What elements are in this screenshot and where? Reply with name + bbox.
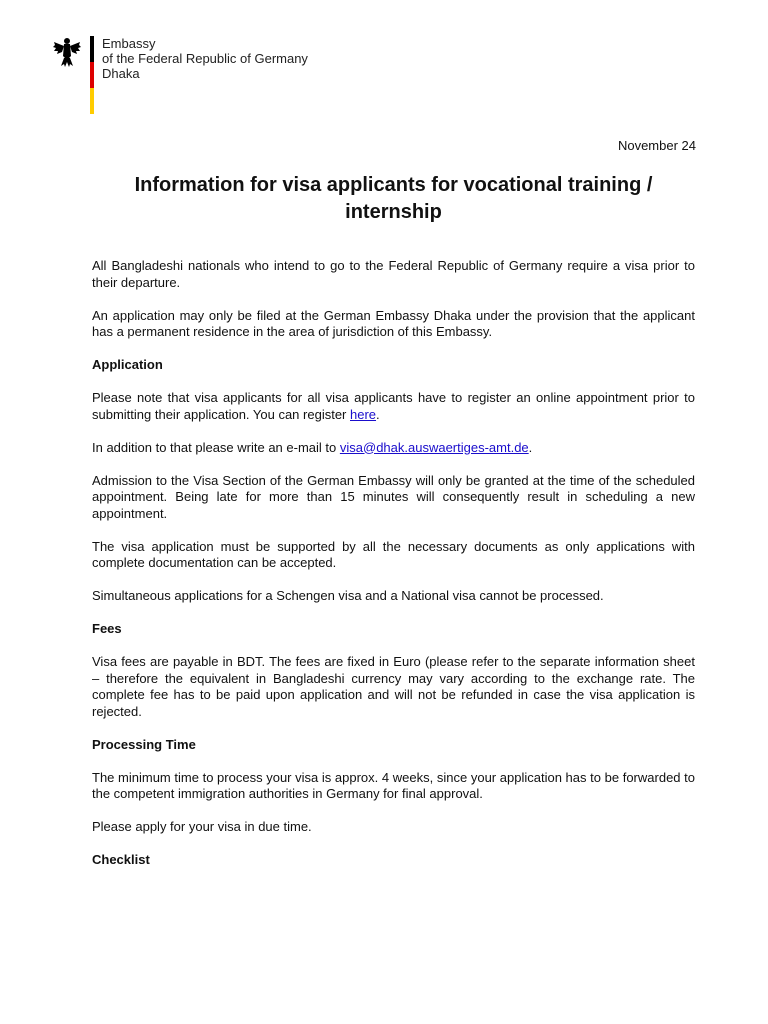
paragraph-email xyxy=(92,440,695,457)
flag-stripe-red xyxy=(90,62,94,88)
flag-stripe-gold xyxy=(90,88,94,114)
heading-application: Application xyxy=(92,357,163,372)
email-text-end: . xyxy=(528,439,533,455)
register-text-end: . xyxy=(376,406,380,422)
heading-checklist: Checklist xyxy=(92,852,150,867)
paragraph-fees: Visa fees are payable in BDT. The fees are fixed in Euro (please refer to the separate information sheet – therefore the equivalent in Bangladeshi currency may vary according to the exchange rate. The complete fee has to be paid upon application and will not be refunded in case the visa application is rejected. xyxy=(92,654,695,719)
paragraph-nationals: All Bangladeshi nationals who intend to go to the Federal Republic of Germany require a visa prior to their departure. xyxy=(92,258,695,290)
paragraph-processing: The minimum time to process your visa is approx. 4 weeks, since your application has to be forwarded to the competent immigration authorities in Germany for final approval. xyxy=(92,769,695,801)
embassy-name xyxy=(102,36,308,81)
paragraph-residence: An application may only be filed at the German Embassy Dhaka under the provision that the applicant has a permanent residence in the area of jurisdiction of this Embassy. xyxy=(92,307,695,339)
document-body xyxy=(92,258,695,885)
org-line-2: of the Federal Republic of Germany xyxy=(102,51,308,66)
paragraph-apply-in-time: Please apply for your visa in due time. xyxy=(92,819,312,834)
heading-fees: Fees xyxy=(92,621,122,636)
register-here-link[interactable]: here xyxy=(350,406,377,422)
flag-stripe-black xyxy=(90,36,94,62)
register-text: Please note that visa applicants for all visa applicants have to register an online appointment prior to submitting their application. You can register xyxy=(92,390,695,422)
document-date: November 24 xyxy=(617,138,696,153)
paragraph-simultaneous: Simultaneous applications for a Schengen visa and a National visa cannot be processed. xyxy=(92,588,604,603)
org-line-1: Embassy xyxy=(102,36,156,51)
federal-eagle-icon xyxy=(52,36,82,68)
paragraph-documents: The visa application must be supported by all the necessary documents as only applications with complete documentation can be accepted. xyxy=(92,538,695,570)
visa-email-link[interactable]: visa@dhak.auswaertiges-amt.de xyxy=(339,439,529,455)
heading-processing-time: Processing Time xyxy=(92,736,196,752)
german-flag-bar xyxy=(90,36,94,114)
paragraph-register xyxy=(92,390,695,423)
email-text: In addition to that please write an e-mail to xyxy=(92,439,340,455)
org-line-3: Dhaka xyxy=(102,66,140,81)
paragraph-admission: Admission to the Visa Section of the German Embassy will only be granted at the time of the scheduled appointment. Being late for more than 15 minutes will consequently result in scheduling a new appointment. xyxy=(92,472,695,521)
page-title: Information for visa applicants for vocational training / internship xyxy=(134,174,653,223)
